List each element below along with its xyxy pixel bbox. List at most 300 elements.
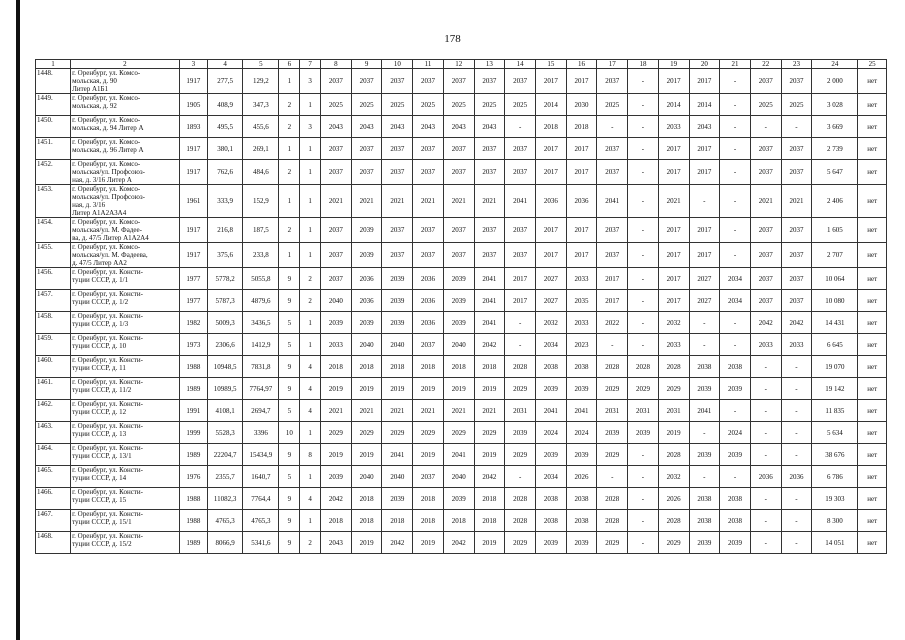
table-row: [36, 444, 887, 466]
column-header: 15: [535, 60, 566, 69]
table-cell: 5: [279, 466, 300, 488]
address-cell: г. Оренбург, ул. Консти- туции СССР, д. 11/2: [71, 378, 180, 400]
table-cell: -: [597, 334, 628, 356]
table-cell: 3396: [243, 422, 279, 444]
table-cell: 2040: [351, 466, 382, 488]
table-cell: нет: [858, 356, 887, 378]
table-cell: 2028: [658, 356, 689, 378]
table-cell: 2039: [720, 444, 751, 466]
column-header: 21: [720, 60, 751, 69]
table-cell: 2306,6: [208, 334, 243, 356]
table-cell: 2024: [720, 422, 751, 444]
table-cell: 2018: [474, 356, 505, 378]
table-cell: 2041: [382, 444, 413, 466]
table-cell: 2017: [689, 218, 720, 243]
table-cell: 1: [279, 185, 300, 218]
table-cell: 2038: [720, 510, 751, 532]
table-cell: 10: [279, 422, 300, 444]
table-cell: 2040: [382, 334, 413, 356]
table-cell: 2036: [566, 185, 597, 218]
table-cell: 2025: [351, 94, 382, 116]
column-header: 2: [71, 60, 180, 69]
table-cell: 2017: [658, 69, 689, 94]
scan-margin-bar: [16, 0, 20, 640]
table-cell: 2017: [689, 69, 720, 94]
table-cell: 2036: [413, 312, 444, 334]
table-cell: 2021: [351, 400, 382, 422]
table-cell: 2021: [321, 400, 352, 422]
column-header: 18: [628, 60, 659, 69]
table-cell: 7764,4: [243, 488, 279, 510]
address-cell: г. Оренбург, ул. Комсо- мольская, д. 90 Литер А1Б1: [71, 69, 180, 94]
table-cell: 2040: [443, 334, 474, 356]
table-cell: 2037: [413, 69, 444, 94]
table-cell: 4: [300, 356, 321, 378]
table-cell: 2037: [321, 160, 352, 185]
address-cell: г. Оренбург, ул. Консти- туции СССР, д. 15: [71, 488, 180, 510]
table-cell: 38 676: [812, 444, 858, 466]
table-cell: 2017: [658, 268, 689, 290]
table-cell: 2014: [689, 94, 720, 116]
table-cell: 2018: [382, 510, 413, 532]
table-cell: 2041: [535, 400, 566, 422]
table-cell: -: [597, 116, 628, 138]
table-cell: 2038: [566, 510, 597, 532]
table-cell: 2042: [474, 466, 505, 488]
table-cell: 1988: [179, 356, 208, 378]
table-cell: 1917: [179, 69, 208, 94]
table-cell: -: [628, 138, 659, 160]
table-cell: 2033: [781, 334, 812, 356]
table-cell: 2038: [720, 488, 751, 510]
row-number: 1461.: [36, 378, 71, 400]
table-cell: 1982: [179, 312, 208, 334]
table-row: [36, 334, 887, 356]
column-header: 11: [413, 60, 444, 69]
table-cell: 2017: [566, 160, 597, 185]
table-cell: 2023: [566, 334, 597, 356]
page-number: 178: [444, 33, 461, 45]
table-cell: 2039: [535, 378, 566, 400]
table-cell: 2017: [658, 290, 689, 312]
table-cell: 2037: [781, 160, 812, 185]
table-cell: 2018: [413, 510, 444, 532]
table-cell: 2028: [597, 488, 628, 510]
table-cell: 4: [300, 378, 321, 400]
table-cell: 2037: [351, 138, 382, 160]
table-cell: 277,5: [208, 69, 243, 94]
table-cell: -: [628, 185, 659, 218]
table-row: [36, 422, 887, 444]
table-cell: -: [781, 400, 812, 422]
table-cell: 2021: [443, 400, 474, 422]
table-cell: 2027: [535, 290, 566, 312]
address-cell: г. Оренбург, ул. Консти- туции СССР, д. 1/3: [71, 312, 180, 334]
table-cell: нет: [858, 488, 887, 510]
table-cell: 2032: [535, 312, 566, 334]
table-cell: 2040: [351, 334, 382, 356]
table-cell: 2032: [658, 466, 689, 488]
table-cell: 2018: [474, 510, 505, 532]
table-cell: 2037: [321, 243, 352, 268]
table-cell: 2037: [321, 138, 352, 160]
table-cell: нет: [858, 312, 887, 334]
address-cell: г. Оренбург, ул. Консти- туции СССР, д. 10: [71, 334, 180, 356]
table-cell: 2037: [597, 243, 628, 268]
table-cell: 2017: [535, 160, 566, 185]
table-cell: 2043: [351, 116, 382, 138]
table-cell: 2018: [413, 356, 444, 378]
table-cell: 216,8: [208, 218, 243, 243]
table-row: [36, 532, 887, 554]
table-cell: нет: [858, 116, 887, 138]
table-cell: 2029: [628, 378, 659, 400]
column-header: 8: [321, 60, 352, 69]
row-number: 1455.: [36, 243, 71, 268]
table-cell: 8: [300, 444, 321, 466]
table-cell: 1640,7: [243, 466, 279, 488]
row-number: 1468.: [36, 532, 71, 554]
table-cell: -: [628, 116, 659, 138]
table-cell: 2021: [658, 185, 689, 218]
address-cell: г. Оренбург, ул. Комсо- мольская, д. 92: [71, 94, 180, 116]
table-cell: 2041: [566, 400, 597, 422]
table-cell: 14 431: [812, 312, 858, 334]
table-cell: -: [628, 290, 659, 312]
address-cell: г. Оренбург, ул. Комсо- мольская/ул. М. Фадеева, д. 47/5 Литер АА2: [71, 243, 180, 268]
table-cell: 2021: [750, 185, 781, 218]
table-cell: -: [505, 312, 536, 334]
table-cell: -: [750, 400, 781, 422]
table-cell: 2041: [689, 400, 720, 422]
table-cell: 2039: [443, 268, 474, 290]
table-cell: 2039: [597, 422, 628, 444]
table-cell: 269,1: [243, 138, 279, 160]
table-cell: 2032: [658, 312, 689, 334]
table-cell: 2019: [474, 378, 505, 400]
column-header: 1: [36, 60, 71, 69]
table-cell: 2037: [750, 69, 781, 94]
table-cell: 1917: [179, 138, 208, 160]
table-cell: 9: [279, 378, 300, 400]
table-cell: -: [720, 160, 751, 185]
table-cell: 375,6: [208, 243, 243, 268]
table-cell: -: [628, 69, 659, 94]
table-cell: -: [720, 400, 751, 422]
table-cell: -: [628, 334, 659, 356]
table-cell: 152,9: [243, 185, 279, 218]
table-cell: 2038: [689, 510, 720, 532]
column-header: 20: [689, 60, 720, 69]
table-cell: 2021: [413, 400, 444, 422]
table-cell: 2039: [382, 488, 413, 510]
table-cell: 2039: [351, 243, 382, 268]
table-cell: 2029: [321, 422, 352, 444]
table-cell: 2038: [535, 488, 566, 510]
table-cell: 2018: [535, 116, 566, 138]
table-cell: 2019: [474, 444, 505, 466]
table-cell: 2034: [720, 268, 751, 290]
table-cell: 2037: [474, 243, 505, 268]
table-cell: 2034: [720, 290, 751, 312]
table-cell: 2041: [474, 268, 505, 290]
table-cell: 4: [300, 400, 321, 422]
table-row: [36, 356, 887, 378]
table-cell: -: [628, 532, 659, 554]
table-row: [36, 312, 887, 334]
table-cell: -: [720, 334, 751, 356]
table-cell: 2: [300, 532, 321, 554]
table-cell: 2017: [505, 268, 536, 290]
table-cell: нет: [858, 290, 887, 312]
table-row: [36, 94, 887, 116]
table-cell: 484,6: [243, 160, 279, 185]
table-cell: 2034: [535, 334, 566, 356]
table-cell: 2029: [505, 532, 536, 554]
table-cell: 1976: [179, 466, 208, 488]
table-cell: 2028: [597, 510, 628, 532]
table-cell: 2028: [505, 510, 536, 532]
table-cell: -: [781, 510, 812, 532]
table-cell: 2025: [505, 94, 536, 116]
table-cell: 2017: [658, 138, 689, 160]
table-cell: 2039: [321, 466, 352, 488]
housing-register-table: [35, 59, 887, 554]
table-cell: 1989: [179, 378, 208, 400]
table-cell: 2019: [474, 532, 505, 554]
table-cell: 2039: [443, 290, 474, 312]
table-cell: 1 605: [812, 218, 858, 243]
table-cell: 2037: [750, 268, 781, 290]
table-cell: 1: [300, 243, 321, 268]
table-row: [36, 510, 887, 532]
table-cell: 2039: [443, 312, 474, 334]
table-cell: -: [689, 334, 720, 356]
table-cell: 2037: [505, 243, 536, 268]
table-cell: 2038: [689, 356, 720, 378]
table-row: [36, 218, 887, 243]
table-cell: 2037: [781, 218, 812, 243]
table-cell: 5009,3: [208, 312, 243, 334]
table-cell: -: [750, 488, 781, 510]
table-cell: 2017: [597, 268, 628, 290]
address-cell: г. Оренбург, ул. Комсо- мольская, д. 96 Литер А: [71, 138, 180, 160]
table-cell: 4765,3: [243, 510, 279, 532]
table-cell: 7831,8: [243, 356, 279, 378]
table-cell: нет: [858, 532, 887, 554]
column-number-row: [36, 60, 887, 69]
table-cell: 2017: [505, 290, 536, 312]
table-cell: 2043: [443, 116, 474, 138]
table-cell: 380,1: [208, 138, 243, 160]
table-cell: 2017: [566, 218, 597, 243]
row-number: 1452.: [36, 160, 71, 185]
table-cell: 347,3: [243, 94, 279, 116]
table-cell: 2037: [382, 69, 413, 94]
column-header: 24: [812, 60, 858, 69]
table-cell: 2017: [566, 243, 597, 268]
table-row: [36, 185, 887, 218]
table-cell: 4108,1: [208, 400, 243, 422]
table-cell: 5: [279, 400, 300, 422]
table-cell: 2019: [413, 532, 444, 554]
table-cell: 2039: [382, 290, 413, 312]
table-cell: 2037: [443, 138, 474, 160]
table-cell: -: [750, 378, 781, 400]
address-cell: г. Оренбург, ул. Комсо- мольская/ул. М. Фадее- ва, д. 47/5 Литер А1А2А4: [71, 218, 180, 243]
table-cell: -: [720, 138, 751, 160]
table-cell: 2355,7: [208, 466, 243, 488]
table-cell: 2040: [321, 290, 352, 312]
table-cell: 2037: [781, 69, 812, 94]
table-cell: 2025: [597, 94, 628, 116]
table-cell: 2033: [566, 268, 597, 290]
table-cell: 2037: [351, 69, 382, 94]
address-cell: г. Оренбург, ул. Консти- туции СССР, д. 13/1: [71, 444, 180, 466]
table-cell: 2027: [535, 268, 566, 290]
table-cell: 4: [300, 488, 321, 510]
table-cell: 2014: [658, 94, 689, 116]
table-cell: 1: [300, 312, 321, 334]
table-cell: нет: [858, 69, 887, 94]
table-cell: 2029: [474, 422, 505, 444]
column-header: 13: [474, 60, 505, 69]
table-cell: 2039: [535, 444, 566, 466]
column-header: 10: [382, 60, 413, 69]
table-cell: нет: [858, 243, 887, 268]
table-cell: 5: [279, 334, 300, 356]
table-cell: 2042: [781, 312, 812, 334]
table-row: [36, 138, 887, 160]
table-cell: 2019: [321, 378, 352, 400]
table-cell: -: [750, 116, 781, 138]
table-cell: 2026: [658, 488, 689, 510]
table-cell: 19 142: [812, 378, 858, 400]
table-cell: 2037: [781, 268, 812, 290]
table-cell: 2039: [720, 532, 751, 554]
table-cell: 2031: [597, 400, 628, 422]
table-cell: 762,6: [208, 160, 243, 185]
table-cell: 2019: [658, 422, 689, 444]
address-cell: г. Оренбург, ул. Консти- туции СССР, д. 12: [71, 400, 180, 422]
table-cell: 2: [279, 116, 300, 138]
table-cell: 9: [279, 444, 300, 466]
table-cell: -: [628, 312, 659, 334]
table-cell: 2037: [382, 160, 413, 185]
table-cell: 2018: [321, 510, 352, 532]
table-cell: 2036: [750, 466, 781, 488]
table-cell: нет: [858, 218, 887, 243]
row-number: 1463.: [36, 422, 71, 444]
table-cell: -: [505, 334, 536, 356]
table-cell: 2025: [443, 94, 474, 116]
table-cell: 2037: [505, 218, 536, 243]
table-cell: 1: [279, 69, 300, 94]
table-cell: 2014: [535, 94, 566, 116]
table-cell: 2: [279, 94, 300, 116]
table-cell: 2027: [689, 290, 720, 312]
table-cell: -: [720, 185, 751, 218]
table-cell: 1988: [179, 488, 208, 510]
row-number: 1456.: [36, 268, 71, 290]
table-cell: 2018: [443, 356, 474, 378]
table-cell: 233,8: [243, 243, 279, 268]
table-cell: 2017: [566, 69, 597, 94]
table-cell: 2037: [351, 160, 382, 185]
table-cell: 6 786: [812, 466, 858, 488]
table-cell: 6 645: [812, 334, 858, 356]
table-cell: -: [781, 444, 812, 466]
table-cell: 2029: [597, 532, 628, 554]
row-number: 1465.: [36, 466, 71, 488]
table-cell: 1: [300, 160, 321, 185]
table-cell: 2021: [321, 185, 352, 218]
row-number: 1457.: [36, 290, 71, 312]
table-cell: 2018: [321, 356, 352, 378]
table-cell: 2031: [628, 400, 659, 422]
table-cell: 2694,7: [243, 400, 279, 422]
table-cell: 2033: [566, 312, 597, 334]
table-cell: нет: [858, 444, 887, 466]
table-cell: 187,5: [243, 218, 279, 243]
table-cell: 1977: [179, 268, 208, 290]
table-cell: 2039: [689, 532, 720, 554]
table-cell: 2037: [474, 218, 505, 243]
table-cell: 14 051: [812, 532, 858, 554]
table-cell: 2038: [566, 488, 597, 510]
table-cell: 2033: [321, 334, 352, 356]
table-cell: 2029: [658, 532, 689, 554]
table-cell: 2021: [474, 400, 505, 422]
table-cell: 2036: [351, 268, 382, 290]
table-cell: -: [689, 466, 720, 488]
table-cell: нет: [858, 185, 887, 218]
table-cell: 2019: [351, 378, 382, 400]
table-cell: 2037: [382, 218, 413, 243]
table-cell: 2029: [505, 444, 536, 466]
address-cell: г. Оренбург, ул. Комсо- мольская/ул. Профсоюз- ная, д. 3/16 Литер А: [71, 160, 180, 185]
table-cell: 2019: [321, 444, 352, 466]
table-cell: 2039: [382, 312, 413, 334]
table-cell: 2025: [382, 94, 413, 116]
table-cell: 2037: [505, 69, 536, 94]
table-cell: 2017: [658, 243, 689, 268]
table-cell: 2037: [750, 290, 781, 312]
table-cell: 2029: [443, 422, 474, 444]
table-cell: 10 064: [812, 268, 858, 290]
table-cell: 2041: [505, 185, 536, 218]
table-cell: 1: [279, 243, 300, 268]
table-cell: 2037: [750, 160, 781, 185]
table-cell: 1: [279, 138, 300, 160]
table-cell: 2040: [382, 466, 413, 488]
table-cell: 2037: [597, 138, 628, 160]
table-cell: 2021: [382, 185, 413, 218]
table-cell: 2042: [474, 334, 505, 356]
address-cell: г. Оренбург, ул. Консти- туции СССР, д. 14: [71, 466, 180, 488]
table-cell: 2: [300, 268, 321, 290]
table-cell: 2: [279, 218, 300, 243]
table-cell: 2039: [566, 444, 597, 466]
table-cell: -: [628, 444, 659, 466]
table-cell: 2038: [720, 356, 751, 378]
table-cell: нет: [858, 400, 887, 422]
table-cell: 19 303: [812, 488, 858, 510]
table-cell: 2025: [750, 94, 781, 116]
row-number: 1453.: [36, 185, 71, 218]
table-cell: -: [597, 466, 628, 488]
table-cell: 3 028: [812, 94, 858, 116]
